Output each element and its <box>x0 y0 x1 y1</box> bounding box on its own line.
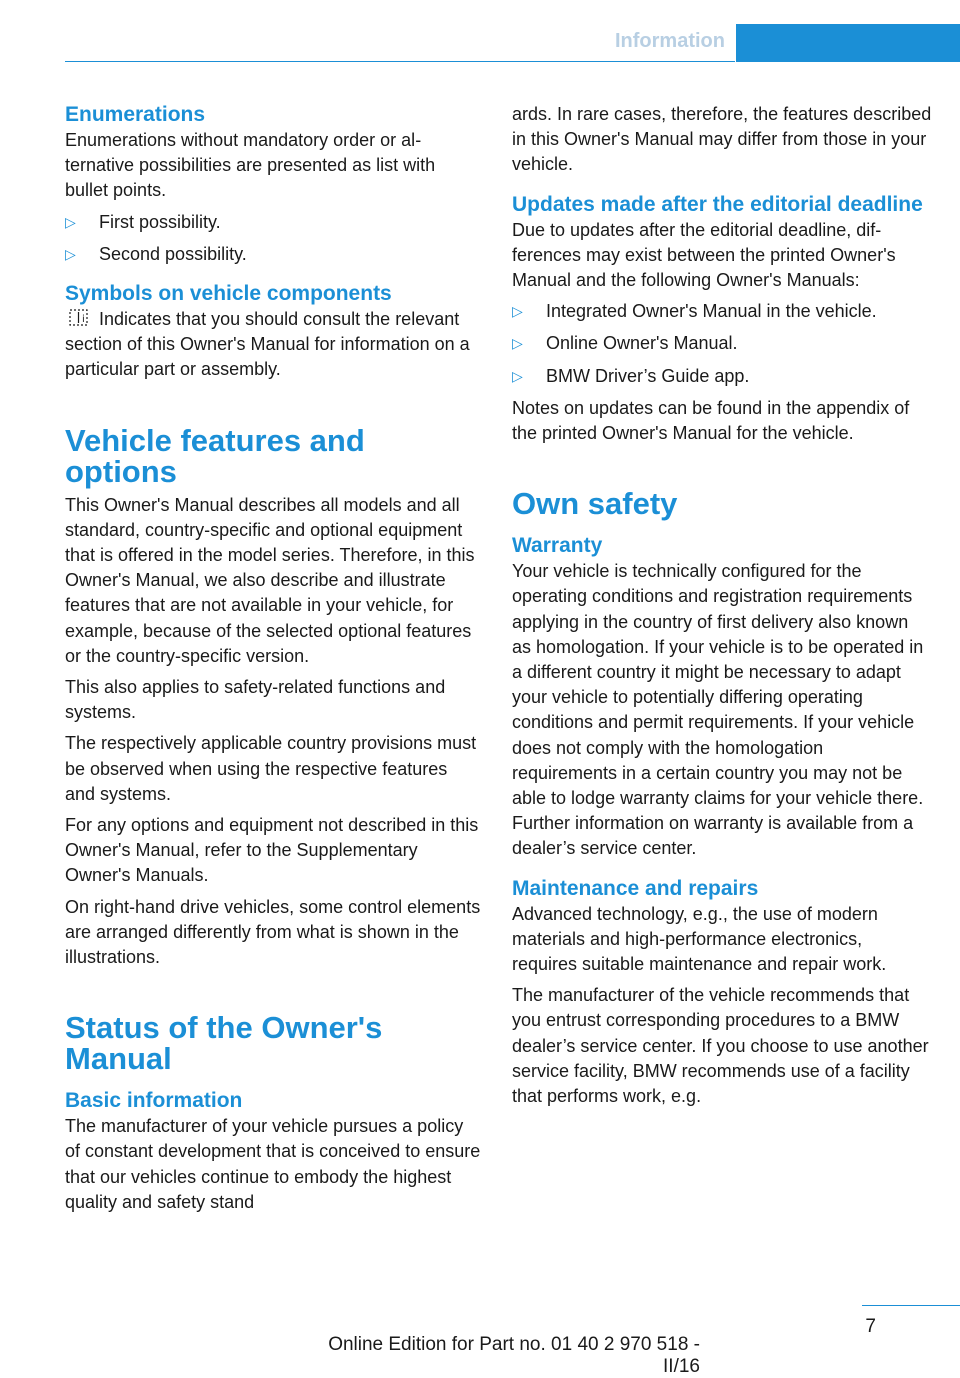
maintenance-heading: Maintenance and repairs <box>512 876 759 900</box>
features-heading: Vehicle features and options <box>65 422 365 489</box>
left-column <box>65 102 481 1221</box>
header-tab <box>736 24 960 62</box>
updates-heading: Updates made after the editorial deadline <box>512 192 923 216</box>
list-item: ▷ Online Owner's Manual. <box>512 331 932 356</box>
triangle-bullet-icon: ▷ <box>65 245 76 262</box>
list-item: ▷ First possibility. <box>65 210 481 235</box>
status-heading: Status of the Owner's Manual <box>65 1010 383 1077</box>
own-safety-heading: Own safety <box>512 486 678 522</box>
maintenance-p2: The manufacturer of the vehicle recommends that you entrust corresponding procedures to a BMW dealer’s service center. If you choose to use another service facility, BMW recommends use of a facility that performs work, e.g. <box>512 985 929 1107</box>
symbols-text: i Indicates that you should consult the relevant section of this Owner's Manual for information on a particular part or assembly. <box>65 309 470 380</box>
basic-info-heading: Basic information <box>65 1089 243 1113</box>
header-rule <box>65 61 735 62</box>
manual-book-icon <box>65 309 93 327</box>
footer-edition: Online Edition for Part no. 01 40 2 970 518 - II/16 <box>328 1334 700 1377</box>
right-column <box>512 102 932 1115</box>
enumerations-text: Enumerations without mandatory order or alternative possibilities are presented as list with bullet points. <box>65 130 436 201</box>
features-p4: For any options and equipment not described in this Owner's Manual, refer to the Supplementary Owner's Manuals. <box>65 815 479 886</box>
symbols-heading: Symbols on vehicle components <box>65 282 392 306</box>
svg-text:i: i <box>82 314 85 326</box>
warranty-text: Your vehicle is technically configured for the operating conditions and registration requirements applying in the country of first delivery also known as homologation. If your vehicle is to be operated in a different country it might be necessary to adapt your vehicle to potentially differing operating conditions and permit requirements. If your vehicle does not comply with the homologation requirements in a certain country you may not be able to lodge warranty claims for your vehicle there. Further information on warranty is available from a dealer’s service center. <box>512 561 924 859</box>
updates-notes: Notes on updates can be found in the appendix of the printed Owner's Manual for the vehicle. <box>512 397 910 444</box>
warranty-heading: Warranty <box>512 534 603 558</box>
features-p1: This Owner's Manual describes all models and all standard, country-specific and optional equipment that is offered in the model series. Therefore, in this Owner's Manual, we also describe and illustrate features that are not available in your vehicle, for example, because of the selected optional features or the country-specific version. <box>65 494 475 666</box>
maintenance-p1: Advanced technology, e.g., the use of modern materials and high-performance electronics, requires suitable maintenance and repair work. <box>512 903 887 975</box>
footer-rule <box>862 1305 960 1306</box>
header-title: Information <box>615 30 725 52</box>
updates-list <box>512 299 932 389</box>
updates-text: Due to updates after the editorial deadline, differences may exist between the printed Owner's Manual and the following Owner's Manuals: <box>512 219 896 291</box>
triangle-bullet-icon: ▷ <box>512 303 523 320</box>
features-p3: The respectively applicable country provisions must be observed when using the respective features and systems. <box>65 733 477 804</box>
features-p5: On right-hand drive vehicles, some control elements are arranged differently from what is shown in the illustrations. <box>65 896 481 968</box>
basic-info-text: The manufacturer of your vehicle pursues a policy of constant development that is conceived to ensure that our vehicles continue to embody the highest quality and safety stand <box>65 1116 481 1212</box>
enumerations-list <box>65 210 481 267</box>
triangle-bullet-icon: ▷ <box>512 335 523 352</box>
page-number: 7 <box>865 1316 876 1337</box>
triangle-bullet-icon: ▷ <box>512 367 523 384</box>
enumerations-heading: Enumerations <box>65 103 206 126</box>
list-item: ▷ BMW Driver’s Guide app. <box>512 364 932 389</box>
features-p2: This also applies to safety-related functions and systems. <box>65 677 446 723</box>
list-item: ▷ Second possibility. <box>65 242 481 267</box>
triangle-bullet-icon: ▷ <box>65 213 76 230</box>
continued-text: ards. In rare cases, therefore, the features described in this Owner's Manual may differ from those in your vehicle. <box>512 104 932 175</box>
list-item: ▷ Integrated Owner's Manual in the vehicle. <box>512 299 932 324</box>
